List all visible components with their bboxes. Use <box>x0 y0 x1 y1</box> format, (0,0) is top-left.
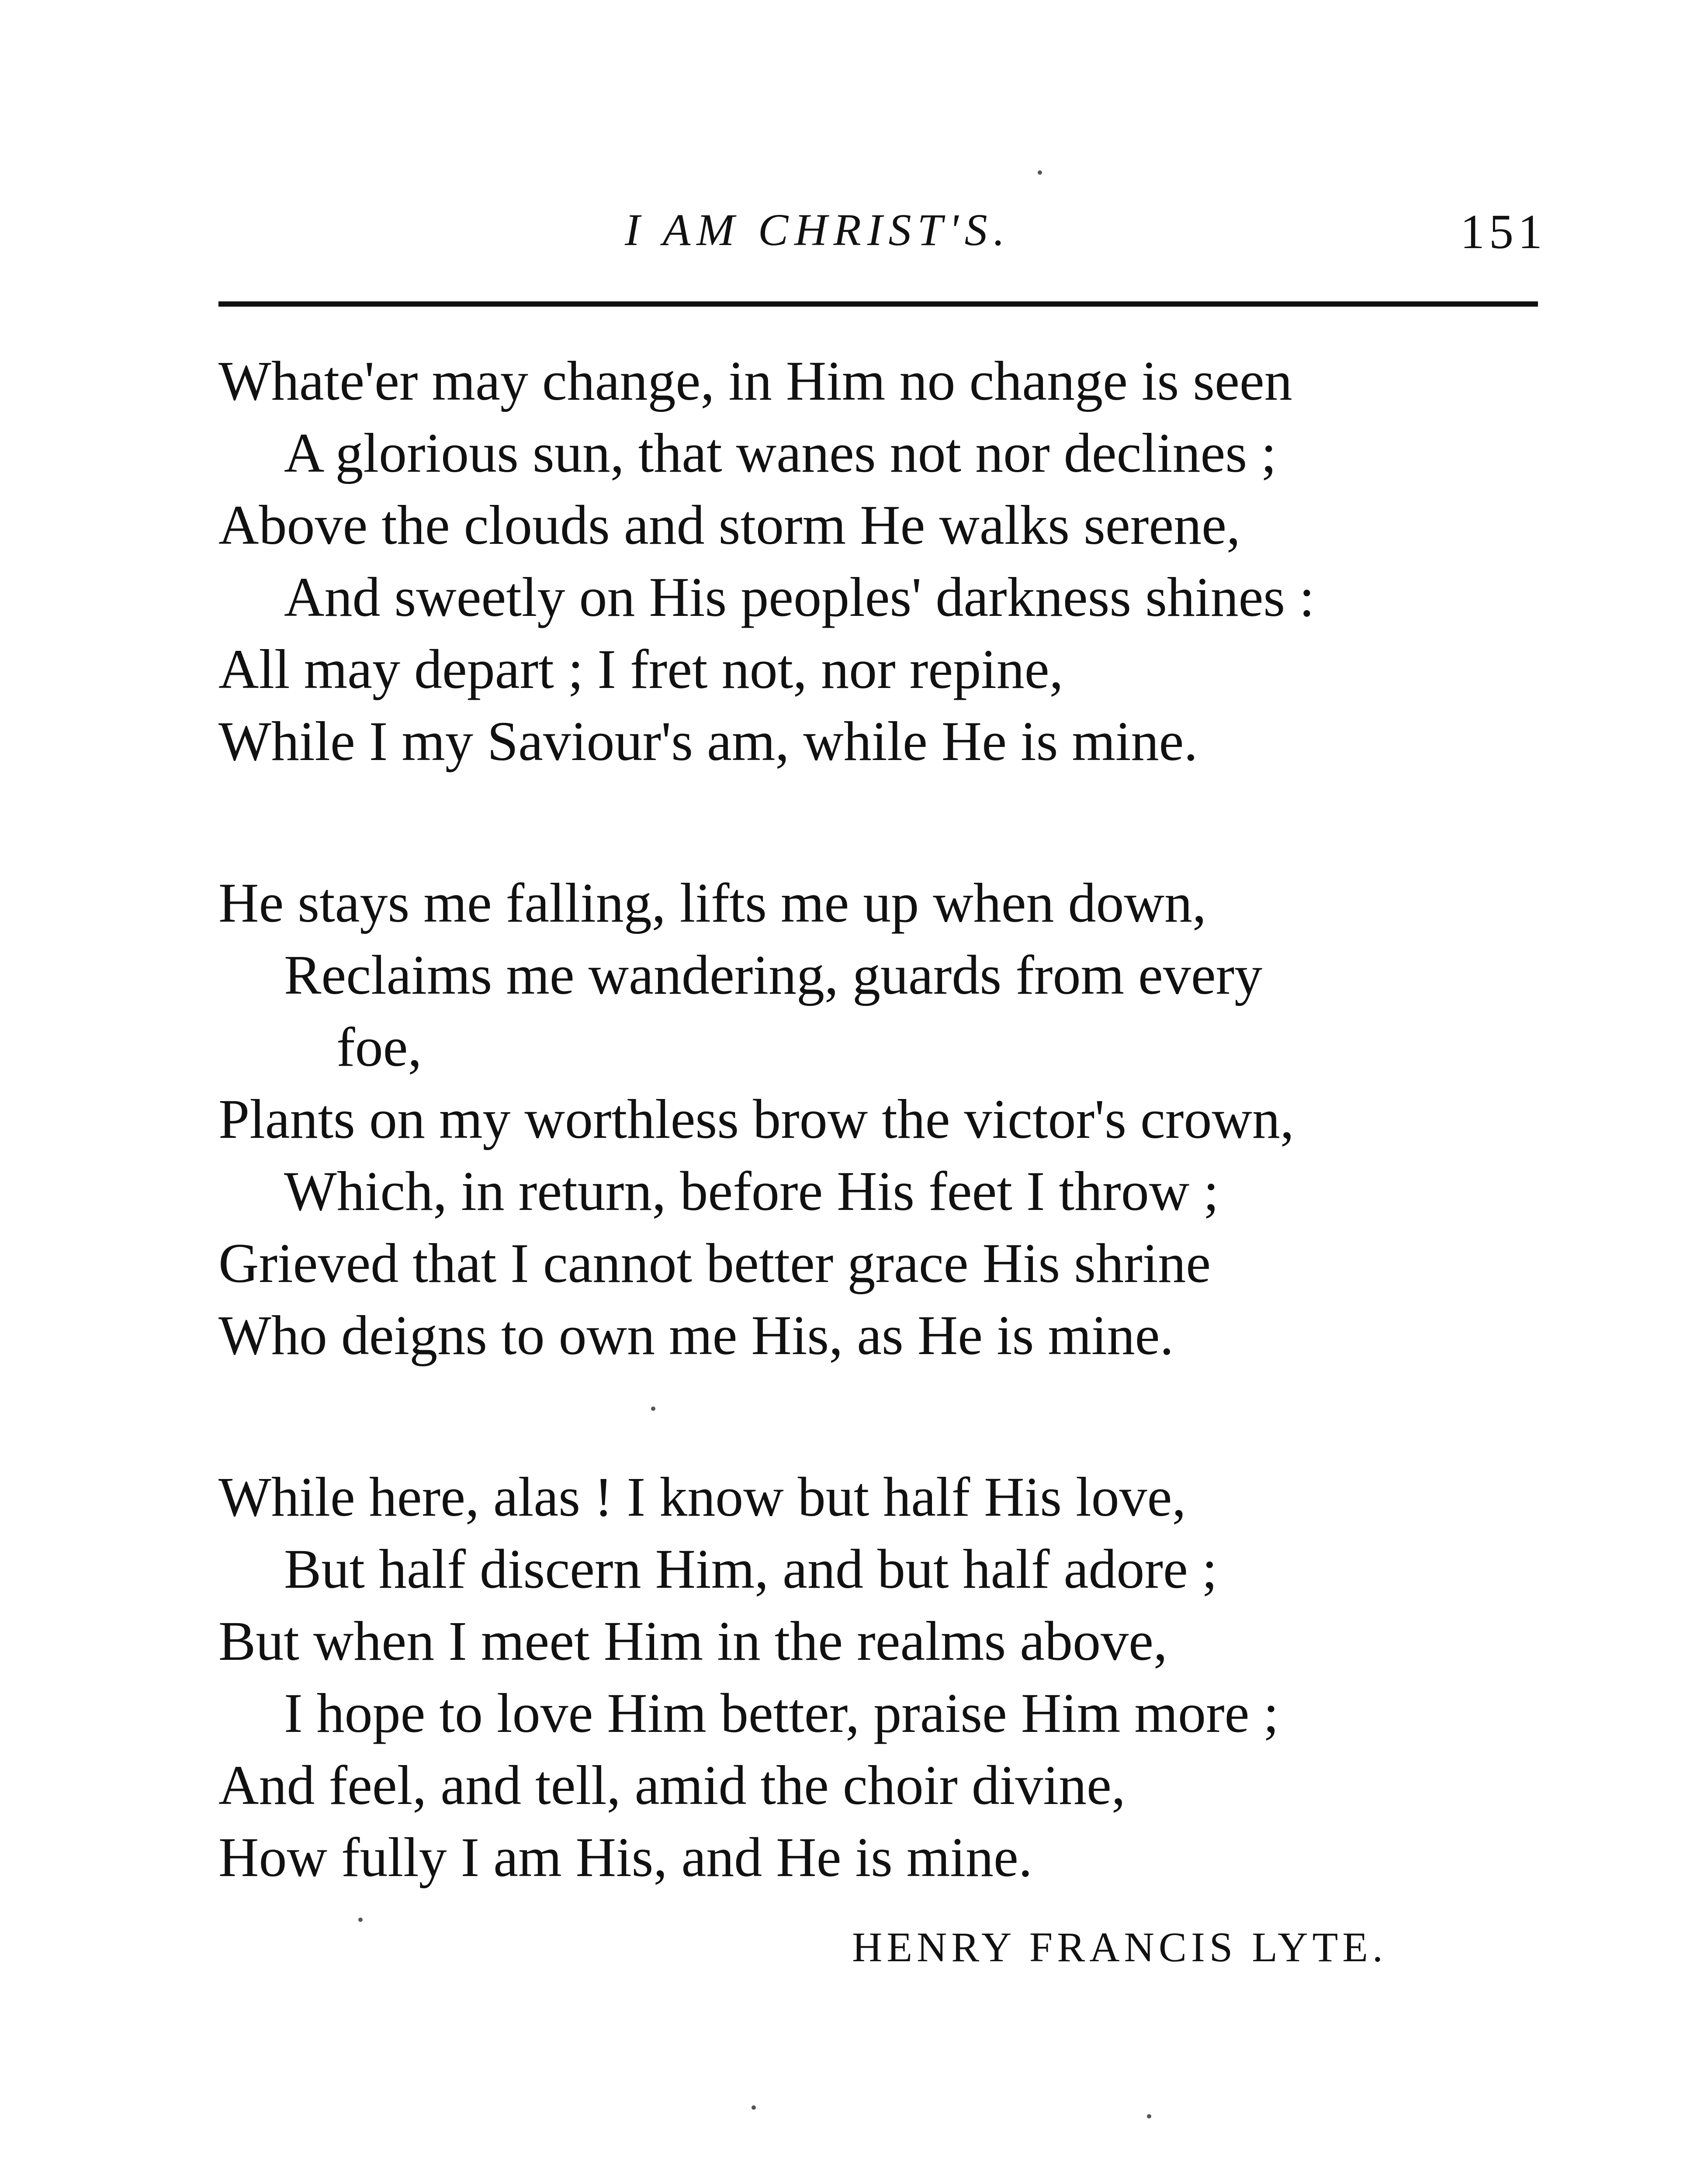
poem-line: Grieved that I cannot better grace His shrine <box>218 1232 1211 1294</box>
running-header <box>218 166 1547 259</box>
ink-speck <box>651 1406 655 1411</box>
poem-line: He stays me falling, lifts me up when down, <box>218 872 1206 934</box>
poem-line: A glorious sun, that wanes not nor declines ; <box>284 422 1277 484</box>
stanza-gap <box>218 1372 1573 1461</box>
ink-speck <box>358 1918 363 1922</box>
poem-line: Who deigns to own me His, as He is mine. <box>218 1304 1174 1366</box>
poem-line: All may depart ; I fret not, nor repine, <box>218 638 1063 700</box>
ink-speck <box>752 2105 756 2110</box>
poem-line: But half discern Him, and but half adore ; <box>284 1538 1218 1600</box>
poem-line: How fully I am His, and He is mine. <box>218 1826 1032 1888</box>
poem <box>218 345 1573 1894</box>
ink-speck <box>1038 170 1042 175</box>
author-attribution: HENRY FRANCIS LYTE. <box>852 1924 1387 1970</box>
poem-line: Above the clouds and storm He walks serene, <box>218 494 1240 556</box>
poem-line: While here, alas ! I know but half His love, <box>218 1466 1186 1528</box>
poem-line: While I my Saviour's am, while He is mine. <box>218 710 1198 772</box>
stanza-gap <box>218 778 1573 867</box>
stanza-3 <box>218 1461 1573 1894</box>
stanza-2 <box>218 867 1573 1372</box>
poem-line: But when I meet Him in the realms above, <box>218 1610 1167 1672</box>
poem-line: And feel, and tell, amid the choir divine, <box>218 1754 1126 1816</box>
poem-line: foe, <box>336 1016 422 1078</box>
poem-line: Plants on my worthless brow the victor's crown, <box>218 1088 1294 1150</box>
poem-line: Whate'er may change, in Him no change is seen <box>218 350 1292 412</box>
poem-line: Reclaims me wandering, guards from every <box>284 944 1263 1006</box>
page-number: 151 <box>1460 205 1547 259</box>
stanza-1 <box>218 345 1573 778</box>
poem-line: I hope to love Him better, praise Him more ; <box>284 1682 1279 1744</box>
poem-line: Which, in return, before His feet I throw ; <box>284 1160 1219 1222</box>
header-rule <box>218 301 1538 307</box>
poem-line: And sweetly on His peoples' darkness shines : <box>284 566 1315 628</box>
running-title: I AM CHRIST'S. <box>625 205 1011 255</box>
ink-speck <box>1147 2114 1151 2118</box>
